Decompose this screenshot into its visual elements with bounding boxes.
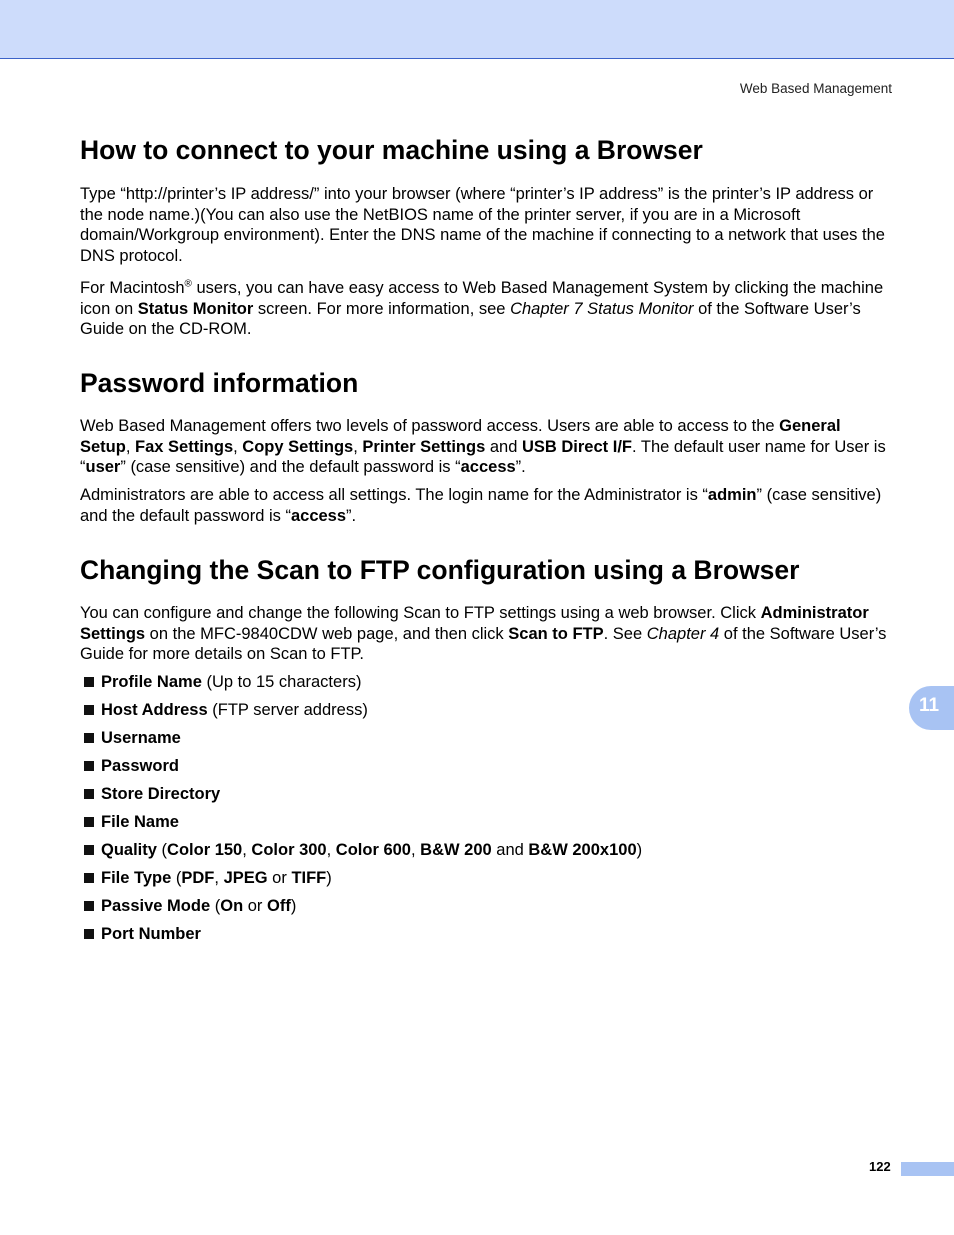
running-head: Web Based Management bbox=[739, 81, 892, 96]
list-item: Passive Mode (On or Off) bbox=[84, 895, 642, 923]
square-bullet-icon bbox=[84, 677, 94, 687]
paragraph-connect-intro: Type “http://printer’s IP address/” into your browser (where “printer’s IP address” is the printer’s IP address or the node name.)(You can also use the NetBIOS name of the printer server, if you are in a Microsoft domain/Workgroup environment). Enter the DNS name of the machine if connecting to a network that uses the DNS protocol. bbox=[80, 185, 885, 265]
list-item: Username bbox=[84, 727, 642, 755]
square-bullet-icon bbox=[84, 873, 94, 883]
square-bullet-icon bbox=[84, 733, 94, 743]
section-title-connect: How to connect to your machine using a Browser bbox=[80, 135, 703, 165]
list-item: Port Number bbox=[84, 923, 642, 951]
paragraph-scan-ftp: You can configure and change the following Scan to FTP settings using a web browser. Click Administrator Settings on the MFC-9840CDW web page, and then click Scan to FTP. See Chapter 4 of the Software User’s Guide for more details on Scan to FTP. bbox=[80, 604, 887, 663]
list-item: File Type (PDF, JPEG or TIFF) bbox=[84, 867, 642, 895]
paragraph-administrators: Administrators are able to access all settings. The login name for the Administrator is “admin” (case sensitive) and the default password is “access”. bbox=[80, 486, 882, 525]
section-title-scan-ftp: Changing the Scan to FTP configuration using a Browser bbox=[80, 555, 800, 585]
square-bullet-icon bbox=[84, 761, 94, 771]
list-item: Host Address (FTP server address) bbox=[84, 699, 642, 727]
paragraph-password-levels: Web Based Management offers two levels of password access. Users are able to access to the General Setup, Fax Settings, Copy Settings, Printer Settings and USB Direct I/F. The default user name for User is “user” (case sensitive) and the default password is “access”. bbox=[80, 417, 886, 476]
header-band bbox=[0, 0, 954, 59]
section-title-password: Password information bbox=[80, 368, 359, 398]
chapter-number: 11 bbox=[919, 695, 940, 716]
square-bullet-icon bbox=[84, 845, 94, 855]
square-bullet-icon bbox=[84, 901, 94, 911]
list-item: Profile Name (Up to 15 characters) bbox=[84, 671, 642, 699]
list-item: File Name bbox=[84, 811, 642, 839]
list-item: Quality (Color 150, Color 300, Color 600, B&W 200 and B&W 200x100) bbox=[84, 839, 642, 867]
list-item: Store Directory bbox=[84, 783, 642, 811]
paragraph-macintosh: For Macintosh® users, you can have easy access to Web Based Management System by clicking the machine icon on Status Monitor screen. For more information, see Chapter 7 Status Monitor of the Software User’s Guide on the CD-ROM. bbox=[80, 278, 884, 338]
ftp-settings-list bbox=[84, 671, 642, 951]
chapter-tab bbox=[909, 686, 954, 730]
square-bullet-icon bbox=[84, 789, 94, 799]
square-bullet-icon bbox=[84, 817, 94, 827]
square-bullet-icon bbox=[84, 929, 94, 939]
square-bullet-icon bbox=[84, 705, 94, 715]
page-number: 122 bbox=[869, 1159, 891, 1174]
list-item: Password bbox=[84, 755, 642, 783]
footer-bar bbox=[901, 1162, 954, 1176]
